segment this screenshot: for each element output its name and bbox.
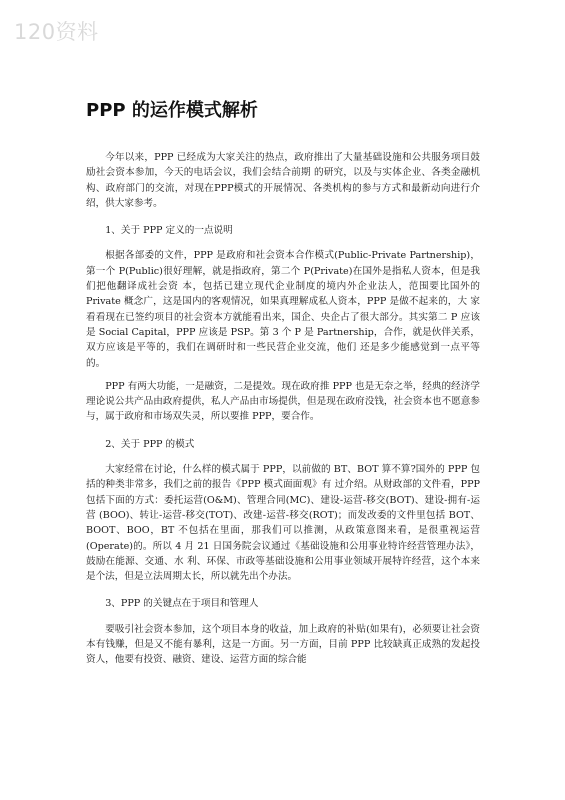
section-1-heading: 1、关于 PPP 定义的一点说明 (105, 225, 233, 237)
intro-paragraph: 今年以来，PPP 已经成为大家关注的热点，政府推出了大量基础设施和公共服务项目鼓励社会资本参加，今天的电话会议，我们会结合前期 的研究，以及与实体企业、各类金融机构、政府部门的交流，对现在PPP模式的开展情况、各类机构的参与方式和最新动向进行介绍，供大家参考。 (86, 152, 480, 209)
section-2-paragraph-1: 大家经常在讨论，什么样的模式属于 PPP，以前做的 BT、BOT 算不算?国外的 PPP 包括的种类非常多，我们之前的报告《PPP 模式面面观》有 过介绍。从财政部的文件看，PPP 包括下面的方式：委托运营(O&M)、管理合同(MC)、建设-运营-移交(BOT)、建设-拥有-运营 (BOO)、转让-运营-移交(TOT)、改建-运营-移交(ROT)；而发改委的文件里包括 BOT、BOOT、BOO，BT 不包括在里面，那我们可以推测，从政策意图来看，是很重视运营(Operate)的。所以 4 月 21 日国务院会议通过《基础设施和公用事业特许经营管理办法》，鼓励在能源、交通、水 利、环保、市政等基础设施和公用事业领域开展特许经营，这个本来是个法，但是立法周期太长，所以就先出个办法。 (86, 464, 480, 583)
document-body (86, 150, 480, 676)
section-1-paragraph-1: 根据各部委的文件，PPP 是政府和社会资本合作模式(Public-Private Partnership)，第一个 P(Public)很好理解，就是指政府，第二个 P(Private)在国外是指私人资本，但是我们把他翻译成社会资 本，包括已建立现代企业制度的境内外企业法人，范围要比国外的 Private 概念广，这是国内的客观情况，如果真理解成私人资本，PPP 是做不起来的，大 家看看现在已签约项目的社会资本方就能看出来，国企、央企占了很大部分。其实第二 P 应该是 Social Capital，PPP 应该是 PSP。第 3 个 P 是 Partnership，合作，就是伙伴关系，双方应该是平等的，我们在调研时和一些民营企业交流，他们 还是多少能感觉到一点平等的。 (86, 250, 480, 369)
page-title: PPP 的运作模式解析 (86, 100, 258, 122)
section-3-heading: 3、PPP 的关键点在于项目和管理人 (105, 598, 259, 610)
section-3-paragraph-1: 要吸引社会资本参加，这个项目本身的收益，加上政府的补贴(如果有)，必须要让社会资本有钱赚，但是又不能有暴利，这是一方面。另一方面，目前 PPP 比较缺真正成熟的发起投资人，他要有投资、融资、建设、运营方面的综合能 (86, 623, 480, 666)
section-2-heading: 2、关于 PPP 的模式 (105, 438, 195, 450)
section-1-paragraph-2: PPP 有两大功能，一是融资，二是提效。现在政府推 PPP 也是无奈之举，经典的经济学理论说公共产品由政府提供，私人产品由市场提供，但是现在政府没钱，社会资本也不愿意参与，属于政府和市场双失灵，所以要推 PPP，要合作。 (86, 380, 480, 423)
watermark-logo: 120资料 (14, 20, 99, 44)
